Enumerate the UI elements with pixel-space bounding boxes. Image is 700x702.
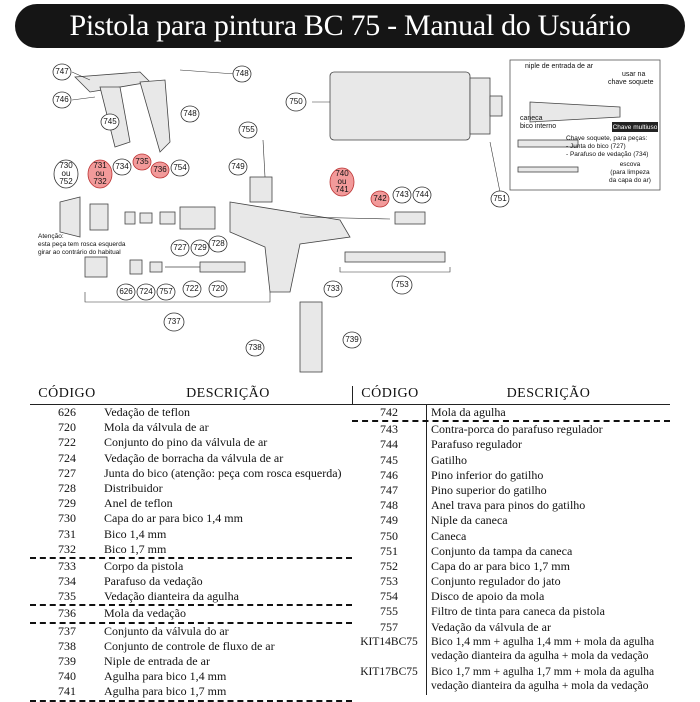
callout-number: 722 [185,284,199,294]
part-code: 732 [58,541,76,556]
part-callout [171,240,189,256]
part-code: 742 [380,405,398,419]
part-callout [191,240,209,256]
socket-note: usar na chave soquete [608,71,654,86]
part-description: Bico 1,4 mm + agulha 1,4 mm + mola da agulha vedação dianteira da agulha + mola da vedação [426,635,670,665]
part-code: 731 [58,526,76,541]
part-description: Caneca [426,529,670,544]
callout-number: 755 [241,125,255,135]
part-callout [209,281,227,297]
part-code: 746 [380,467,398,482]
desc-header: DESCRIÇÃO [506,386,591,401]
table-header [352,386,670,405]
part-description: Niple da caneca [426,513,670,528]
part-code: 735 [58,589,76,604]
table-row [30,496,352,511]
table-row [352,604,670,619]
table-row [30,435,352,450]
table-row [30,527,352,542]
part-code: 724 [58,450,76,465]
part-callout [53,92,71,108]
table-row [352,574,670,589]
part-description: Corpo da pistola [104,558,184,573]
part-description: Mola da agulha [426,405,670,420]
table-row [352,635,670,665]
code-header: CÓDIGO [361,386,419,401]
part-code: 740 [58,669,76,684]
table-row [30,639,352,654]
table-row [352,589,670,604]
trigger-assembly [72,70,235,152]
part-code: 730 [58,511,76,526]
part-code: 733 [58,558,76,573]
part-callout [393,187,411,203]
callout-number: 743 [395,190,409,200]
part-description: Anel trava para pinos do gatilho [426,498,670,513]
callout-number: 728 [211,239,225,249]
table-row [30,481,352,496]
parts-table-left [30,386,352,702]
part-callout [183,281,201,297]
part-callout [286,93,306,111]
callout-number: 748 [183,109,197,119]
part-callout [233,66,251,82]
part-callout [151,162,169,178]
part-description: Pino superior do gatilho [426,483,670,498]
table-row [30,420,352,435]
part-code: 722 [58,435,76,450]
part-description: Mola da vedação [104,606,186,621]
callout-number: 754 [173,163,187,173]
part-description: Filtro de tinta para caneca da pistola [426,604,670,619]
part-description: Parafuso regulador [426,437,670,452]
desc-header: DESCRIÇÃO [186,386,270,401]
part-code: 734 [58,574,76,589]
part-code: 728 [58,480,76,495]
table-row [30,654,352,669]
part-callout [491,191,509,207]
part-description: Disco de apoio da mola [426,589,670,604]
part-code: 729 [58,496,76,511]
callout-number: 729 [193,243,207,253]
callout-number: 744 [415,190,429,200]
part-description: Vedação dianteira da agulha [104,589,239,604]
table-row [352,437,670,452]
part-code: 720 [58,420,76,435]
table-row [352,529,670,544]
part-description: Agulha para bico 1,7 mm [104,684,227,699]
callout-number: 746 [55,95,69,105]
callout-number: 757 [159,287,173,297]
part-callout [343,332,361,348]
part-callout [229,159,247,175]
part-description: Conjunto do pino da válvula de ar [104,435,268,450]
cap-nozzle-note: caneca bico interno [520,115,557,130]
part-description: Capa do ar para bico 1,7 mm [426,559,670,574]
callout-number: 739 [345,335,359,345]
part-callout [113,159,131,175]
part-callout [371,191,389,207]
part-code: 752 [380,558,398,573]
callout-number: 736 [153,165,167,175]
table-row [30,405,352,420]
part-code: 748 [380,498,398,513]
part-callout [137,284,155,300]
table-row [30,511,352,526]
part-description: Gatilho [426,453,670,468]
callout-number: 745 [103,117,117,127]
part-callout [392,276,412,294]
part-code: 751 [380,543,398,558]
part-description: Bico 1,7 mm + agulha 1,7 mm + mola da agulha vedação dianteira da agulha + mola da vedação [426,665,670,695]
callout-number: 737 [167,317,181,327]
table-row [352,422,670,437]
part-code: 754 [380,589,398,604]
part-description: Mola da válvula de ar [104,420,209,435]
table-row [30,451,352,466]
part-callout [164,313,184,331]
part-code: 736 [58,606,76,621]
part-code: 626 [58,405,76,419]
table-row [352,544,670,559]
table-row [352,513,670,528]
part-description: Conjunto da tampa da caneca [426,544,670,559]
part-description: Capa do ar para bico 1,4 mm [104,511,243,526]
part-description: Vedação de teflon [104,405,190,419]
part-callout [324,281,342,297]
part-description: Bico 1,7 mm [104,541,167,556]
part-callout [157,284,175,300]
callout-number: 749 [231,162,245,172]
table-row [352,405,670,422]
callout-number: 735 [135,157,149,167]
table-header [30,386,352,405]
parts-table [30,386,670,700]
part-code: 757 [380,619,398,634]
part-callout [246,340,264,356]
part-description: Conjunto da válvula do ar [104,623,229,638]
part-callout [53,64,71,80]
callout-number: 733 [326,284,340,294]
part-code: 755 [380,604,398,619]
part-callout [54,160,78,188]
part-code: 744 [380,437,398,452]
page-title: Pistola para pintura BC 75 - Manual do Usuário [15,4,685,48]
callout-number: 748 [235,69,249,79]
table-row [30,684,352,701]
table-row [352,483,670,498]
table-row [352,620,670,635]
callout-number: 626 [119,287,133,297]
part-callout [239,122,257,138]
table-row [352,468,670,483]
table-row [30,574,352,589]
table-row [30,624,352,639]
callout-number: 734 [115,162,129,172]
table-row [30,466,352,481]
socket-key-note: Chave soquete, para peças: - Junta do bico (727) - Parafuso de vedação (734) [566,135,649,158]
part-description: Contra-porca do parafuso regulador [426,422,670,437]
part-code: 737 [58,623,76,638]
part-code: 739 [58,654,76,668]
callout-number: 738 [248,343,262,353]
table-row [352,498,670,513]
part-callout [330,168,354,196]
part-code: KIT17BC75 [360,665,418,678]
table-row [30,669,352,684]
table-row [30,589,352,606]
callout-number: 730 ou 752 [59,161,73,187]
callout-number: 750 [289,97,303,107]
table-row [30,559,352,574]
part-description: Anel de teflon [104,496,173,511]
part-description: Conjunto de controle de fluxo de ar [104,638,275,653]
table-row [352,453,670,468]
callout-number: 753 [395,280,409,290]
tool-box [510,60,660,190]
part-description: Bico 1,4 mm [104,526,167,541]
table-row [30,542,352,559]
part-description: Niple de entrada de ar [104,654,210,668]
code-header: CÓDIGO [38,386,96,401]
part-description: Junta do bico (atenção: peça com rosca esquerda) [104,465,342,480]
part-callout [171,160,189,176]
callout-number: 731 ou 732 [93,161,107,187]
part-callout [181,106,199,122]
part-callout [88,160,112,188]
part-code: 738 [58,638,76,653]
callout-number: 727 [173,243,187,253]
part-description: Agulha para bico 1,4 mm [104,669,227,684]
callout-number: 751 [493,194,507,204]
part-code: 750 [380,528,398,543]
part-code: 727 [58,465,76,480]
parts-table-right [352,386,670,695]
part-code: 749 [380,513,398,528]
table-row [352,665,670,695]
part-code: 753 [380,574,398,589]
nipple-note: niple de entrada de ar [525,63,594,70]
part-callout [101,114,119,130]
callout-number: 720 [211,284,225,294]
part-callout [117,284,135,300]
multi-tool-label: Chave multiuso [612,124,658,131]
part-code: 747 [380,482,398,497]
part-description: Distribuidor [104,480,163,495]
part-description: Vedação da válvula de ar [426,620,670,635]
part-description: Pino inferior do gatilho [426,468,670,483]
part-description: Conjunto regulador do jato [426,574,670,589]
callout-number: 747 [55,67,69,77]
brush-note: escova (para limpeza da capa do ar) [609,161,651,184]
spray-regulator-parts [340,252,450,272]
exploded-parts-diagram [0,52,700,382]
air-valve-parts [85,257,270,302]
part-description: Vedação de borracha da válvula de ar [104,450,284,465]
callout-number: 740 ou 741 [335,169,349,195]
callout-number: 724 [139,287,153,297]
table-row [352,559,670,574]
part-code: 741 [58,684,76,699]
part-callout [133,154,151,170]
table-row [30,606,352,623]
part-code: KIT14BC75 [360,635,418,648]
part-code: 745 [380,452,398,467]
part-callout [413,187,431,203]
part-description: Parafuso da vedação [104,574,203,589]
callout-number: 742 [373,194,387,204]
attention-note: Atenção: esta peça tem rosca esquerda girar ao contrário do habitual [38,233,126,256]
part-code: 743 [380,422,398,437]
part-callout [209,236,227,252]
